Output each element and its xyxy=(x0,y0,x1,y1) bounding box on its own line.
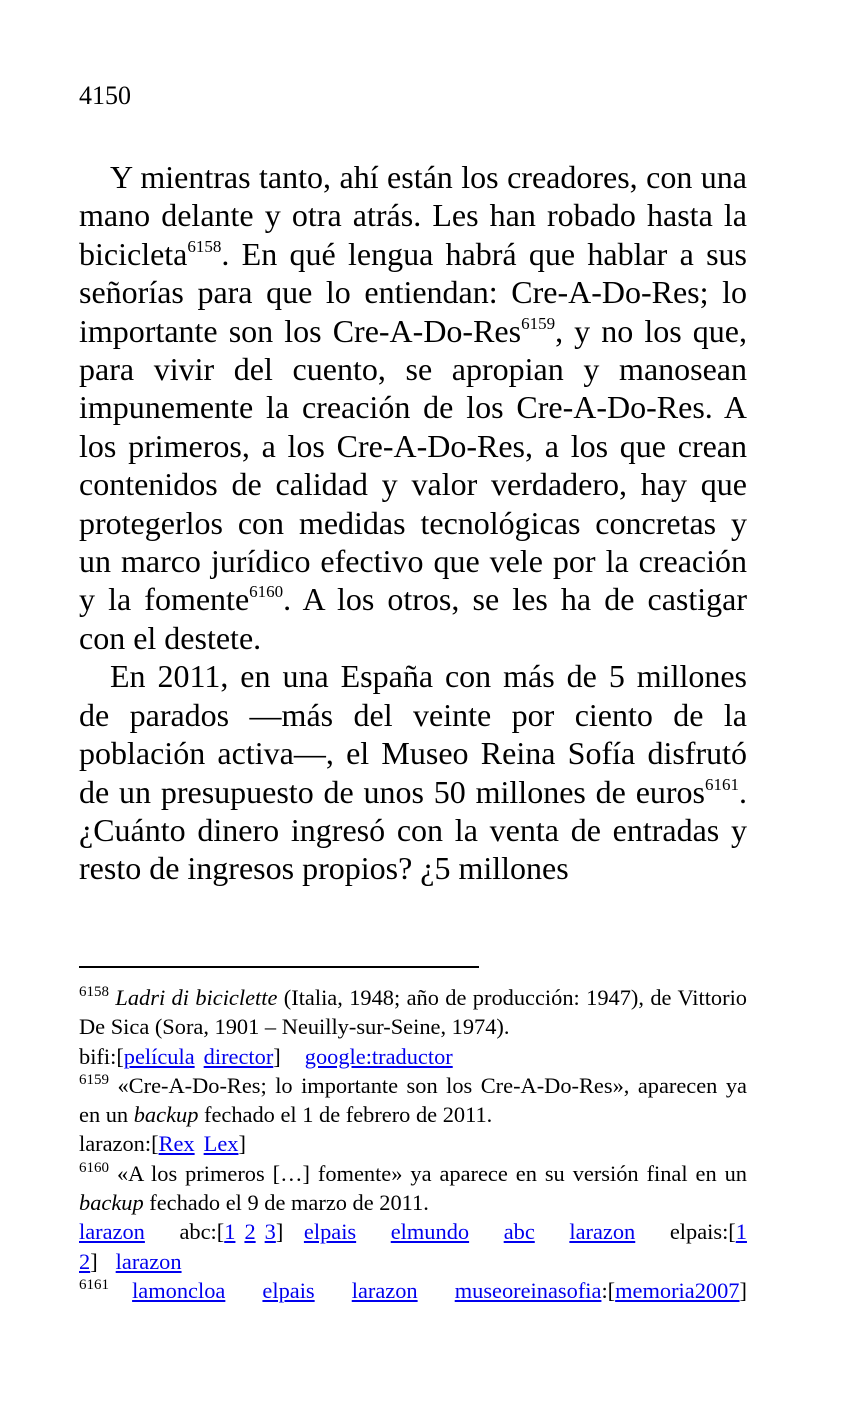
abc-suffix: ] xyxy=(275,1219,284,1245)
footnote-body: «Cre-A-Do-Res; lo importante son los Cre-A-Do-Res», aparecen ya en un xyxy=(79,1072,747,1128)
footnote-links xyxy=(79,1129,747,1158)
footnote-links xyxy=(79,1276,747,1305)
link-abc-1[interactable]: 1 xyxy=(224,1219,236,1245)
larazon-suffix: ] xyxy=(238,1131,246,1157)
footnote-body: fechado el 1 de febrero de 2011. xyxy=(198,1102,493,1128)
link-pelicula[interactable]: película xyxy=(123,1043,195,1069)
footnote-text xyxy=(79,983,747,1042)
paragraph-text: . ¿Cuánto dinero ingresó con la venta de entradas y resto de ingresos propios? ¿5 millones xyxy=(79,773,747,887)
footnote-links-cont xyxy=(79,1247,747,1276)
link-abc[interactable]: abc xyxy=(503,1219,535,1245)
footnote-6161 xyxy=(79,1276,747,1305)
link-larazon[interactable]: larazon xyxy=(79,1219,145,1245)
link-larazon[interactable]: larazon xyxy=(115,1248,182,1274)
footnote-number: 6161 xyxy=(79,1276,109,1293)
footnote-text xyxy=(79,1159,747,1218)
link-larazon[interactable]: larazon xyxy=(569,1219,636,1245)
footnote-ref-6159: 6159 xyxy=(521,313,556,333)
link-larazon[interactable]: larazon xyxy=(351,1277,418,1303)
footnote-number: 6158 xyxy=(79,984,109,1000)
bifi-suffix: ] xyxy=(273,1043,281,1069)
link-abc-3[interactable]: 3 xyxy=(264,1219,276,1245)
footnote-text xyxy=(79,1071,747,1130)
abc-prefix: abc:[ xyxy=(179,1219,225,1245)
footnote-links xyxy=(79,1042,747,1071)
footnote-number: 6159 xyxy=(79,1071,109,1088)
link-elmundo[interactable]: elmundo xyxy=(390,1219,470,1245)
link-lamoncloa[interactable]: lamoncloa xyxy=(132,1277,226,1303)
link-abc-2[interactable]: 2 xyxy=(244,1219,256,1245)
footnote-number: 6160 xyxy=(79,1159,109,1176)
footnote-divider xyxy=(79,966,479,968)
link-elpais[interactable]: elpais xyxy=(262,1277,315,1303)
elpais-prefix: elpais:[ xyxy=(669,1219,736,1245)
museo-separator: :[ xyxy=(601,1277,616,1303)
paragraph-text: En 2011, en una España con más de 5 millones de parados —más del veinte por ciento de la población activa—, el Museo Reina Sofía disfrutó de un presupuesto de unos 50 millones de euros xyxy=(79,658,747,810)
abc-group xyxy=(179,1219,283,1244)
larazon-prefix: larazon:[ xyxy=(79,1131,159,1157)
paragraph-text: Y mientras tanto, ahí están los creadores, con una mano delante y otra atrás. Les han robado hasta la bicicleta xyxy=(79,159,747,272)
footnote-body: «A los primeros […] fomente» ya aparece en su versión final en un xyxy=(109,1160,747,1186)
link-rex[interactable]: Rex xyxy=(158,1131,195,1157)
paragraph-text: . A los otros, se les ha de castigar con el destete. xyxy=(79,581,748,656)
link-elpais-2[interactable]: 2 xyxy=(79,1248,91,1274)
page-number: 4150 xyxy=(79,81,131,110)
footnote-ref-6160: 6160 xyxy=(249,582,284,602)
paragraph-1 xyxy=(79,158,747,657)
footnote-links xyxy=(79,1217,747,1246)
footnote-body: fechado el 9 de marzo de 2011. xyxy=(143,1190,429,1216)
emphasis: backup xyxy=(79,1190,144,1216)
link-director[interactable]: director xyxy=(203,1043,274,1069)
link-lex[interactable]: Lex xyxy=(203,1131,239,1157)
emphasis: backup xyxy=(133,1102,199,1128)
link-museoreinasofia[interactable]: museoreinasofia xyxy=(454,1277,602,1303)
bifi-prefix: bifi:[ xyxy=(79,1043,124,1069)
museo-group xyxy=(455,1278,747,1303)
paragraph-text: . En qué lengua habrá que hablar a sus señorías para que lo entiendan: Cre-A-Do-Res; lo importante son los Cre-A-Do-Res xyxy=(79,235,747,349)
link-memoria2007[interactable]: memoria2007 xyxy=(615,1277,740,1303)
film-title: Ladri di biciclette xyxy=(115,985,278,1010)
elpais-suffix: ] xyxy=(90,1248,98,1274)
paragraph-text: , y no los que, para vivir del cuento, se apropian y manosean impunemente la creación de los Cre-A-Do-Res. A los primeros, a los Cre-A-Do-Res, a los que crean contenidos de calidad y valor verdadero, hay que protegerlos con medidas tecnológicas concretas y un marco jurídico efectivo que vele por la creación y la fomente xyxy=(79,312,748,618)
footnote-6159 xyxy=(79,1071,747,1159)
footnote-ref-6161: 6161 xyxy=(705,774,739,794)
link-google-traductor[interactable]: google:traductor xyxy=(304,1043,453,1069)
paragraph-2 xyxy=(79,657,747,887)
footnote-6160 xyxy=(79,1159,747,1276)
museo-suffix: ] xyxy=(739,1277,747,1303)
footnote-6158 xyxy=(79,983,747,1071)
link-elpais-1[interactable]: 1 xyxy=(735,1219,747,1245)
footnote-ref-6158: 6158 xyxy=(187,236,222,256)
footnotes xyxy=(79,983,747,1305)
footnote-body: (Italia, 1948; año de producción: 1947), de Vittorio De Sica (Sora, 1901 – Neuilly-sur-Seine, 1974). xyxy=(79,985,748,1040)
link-elpais[interactable]: elpais xyxy=(303,1219,357,1245)
main-text xyxy=(79,158,747,888)
